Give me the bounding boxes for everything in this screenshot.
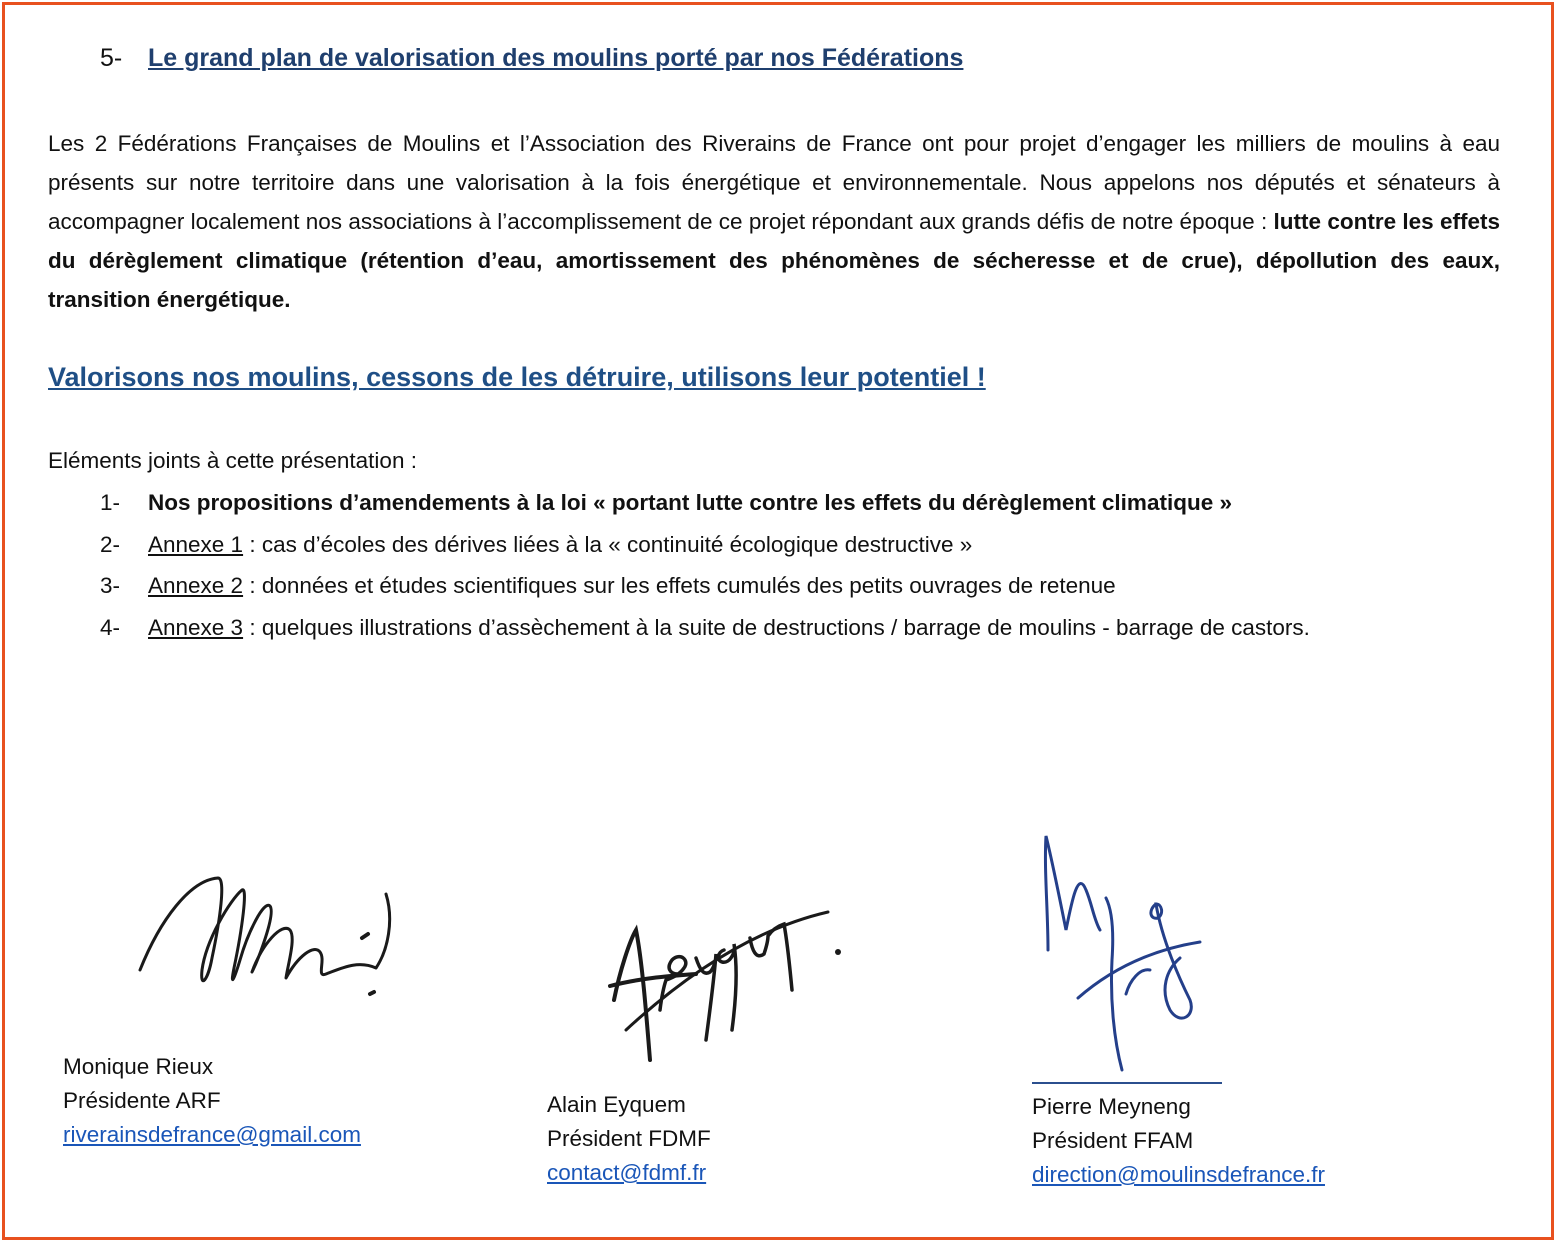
signatory-email-link[interactable]: direction@moulinsdefrance.fr xyxy=(1032,1162,1325,1187)
body-paragraph xyxy=(48,124,1500,319)
paragraph-bold-text: lutte contre les effets du dérèglement climatique (rétention d’eau, amortissement des phénomènes de sécheresse et de crue), dépollution des eaux, transition énergétique. xyxy=(48,209,1501,312)
slogan: Valorisons nos moulins, cessons de les détruire, utilisons leur potentiel ! xyxy=(48,362,986,392)
signatory-name: Pierre Meyneng xyxy=(1032,1094,1191,1119)
signatory-email-link[interactable]: riverainsdefrance@gmail.com xyxy=(63,1122,361,1147)
list-item xyxy=(100,573,1116,599)
list-number: 1- xyxy=(100,490,121,515)
signatory-name: Alain Eyquem xyxy=(547,1092,686,1117)
annex-link[interactable]: Annexe 3 xyxy=(148,615,244,640)
signatory-role: Présidente ARF xyxy=(63,1088,221,1113)
section-heading xyxy=(100,44,963,73)
list-item-text: : cas d’écoles des dérives liées à la « continuité écologique destructive » xyxy=(243,532,973,557)
signatory-role: Président FDMF xyxy=(547,1126,711,1151)
list-item xyxy=(100,615,1310,641)
signatory-block xyxy=(63,1050,361,1152)
list-item xyxy=(100,532,972,558)
list-item-text: : données et études scientifiques sur les effets cumulés des petits ouvrages de retenue xyxy=(243,573,1116,598)
list-item-bold: Nos propositions d’amendements à la loi « portant lutte contre les effets du dérèglement climatique » xyxy=(148,490,1232,515)
paragraph-text: Les 2 Fédérations Françaises de Moulins et l’Association des Riverains de France ont pour projet d’engager les milliers de moulins à eau présents sur notre territoire dans une valorisation à la fois énergétique et environnementale. Nous appelons nos députés et sénateurs à accompagner localement nos associations à l’accomplissement de ce projet répondant aux grands défis de notre époque : xyxy=(48,131,1500,234)
list-number: 3- xyxy=(100,573,121,598)
attachments-intro: Eléments joints à cette présentation : xyxy=(48,448,417,473)
signatory-block xyxy=(547,1088,711,1190)
signatory-email-link[interactable]: contact@fdmf.fr xyxy=(547,1160,707,1185)
signature-pierre-meyneng xyxy=(1030,830,1230,1080)
signatory-block xyxy=(1032,1090,1325,1192)
signatory-role: Président FFAM xyxy=(1032,1128,1194,1153)
signature-alain-eyquem xyxy=(600,890,860,1070)
list-item-text: : quelques illustrations d’assèchement à la suite de destructions / barrage de moulins - barrage de castors. xyxy=(243,615,1310,640)
signature-monique-rieux xyxy=(130,860,410,1010)
section-number: 5- xyxy=(100,44,123,72)
list-number: 4- xyxy=(100,615,121,640)
list-item xyxy=(100,490,1232,516)
list-number: 2- xyxy=(100,532,121,557)
annex-link[interactable]: Annexe 1 xyxy=(148,532,244,557)
signature-underline xyxy=(1032,1082,1222,1084)
section-title: Le grand plan de valorisation des moulins porté par nos Fédérations xyxy=(148,44,964,72)
signatory-name: Monique Rieux xyxy=(63,1054,214,1079)
annex-link[interactable]: Annexe 2 xyxy=(148,573,244,598)
